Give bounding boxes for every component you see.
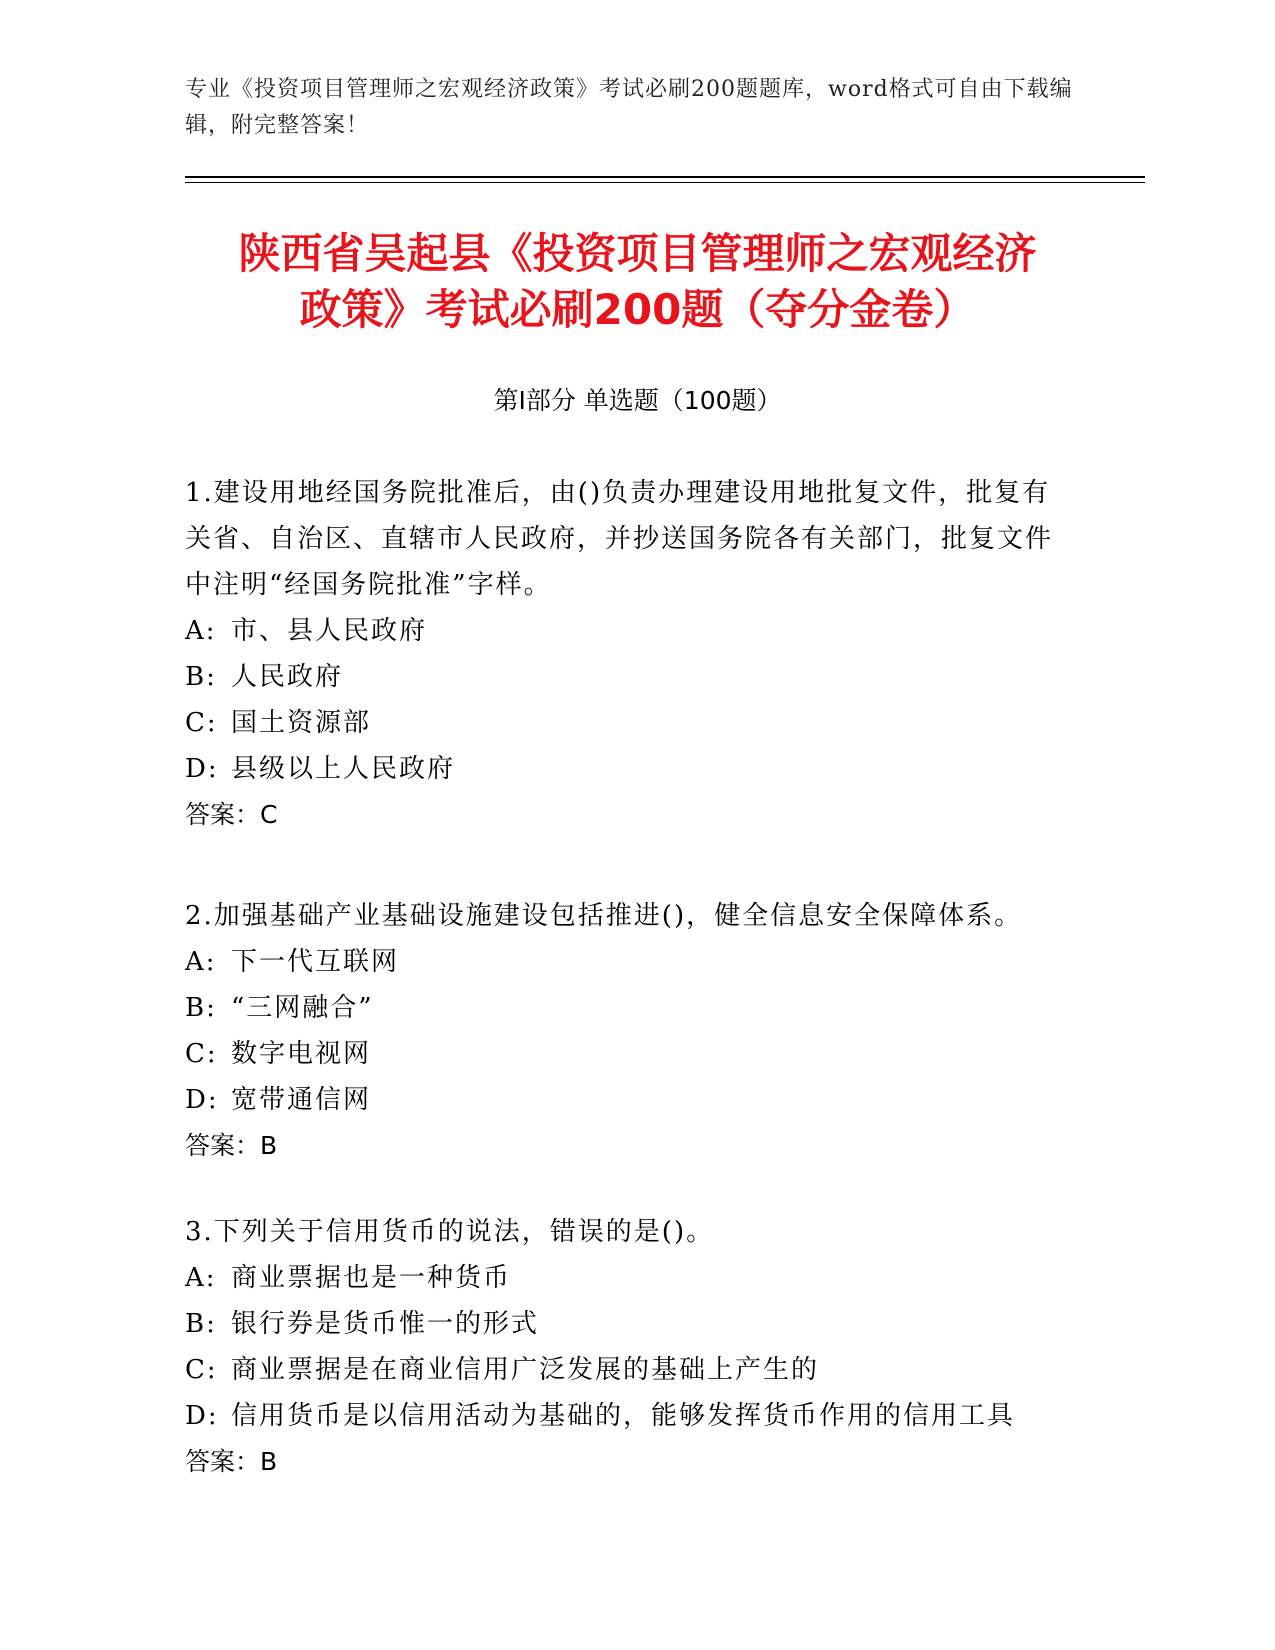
option-d bbox=[185, 1393, 1065, 1439]
option-text: 市、县人民政府 bbox=[231, 616, 428, 646]
option-text: 国土资源部 bbox=[231, 708, 372, 738]
question-1 bbox=[185, 470, 1065, 838]
question-3 bbox=[185, 1209, 1065, 1485]
option-letter: D: bbox=[185, 754, 219, 784]
option-b bbox=[185, 1301, 1065, 1347]
option-d bbox=[185, 1077, 1065, 1123]
option-c bbox=[185, 700, 1065, 746]
answer-line: 答案：C bbox=[185, 800, 278, 829]
answer-line: 答案：B bbox=[185, 1131, 278, 1160]
document-title-line-2: 政策》考试必刷200题（夺分金卷） bbox=[299, 285, 976, 334]
answer-line: 答案：B bbox=[185, 1447, 278, 1476]
header-note: 专业《投资项目管理师之宏观经济政策》考试必刷200题题库，word格式可自由下载编辑，附完整答案！ bbox=[185, 77, 1073, 138]
option-letter: B: bbox=[185, 1309, 217, 1339]
option-a bbox=[185, 939, 1065, 985]
option-text: 商业票据是在商业信用广泛发展的基础上产生的 bbox=[231, 1355, 820, 1385]
option-letter: D: bbox=[185, 1085, 219, 1115]
option-letter: B: bbox=[185, 662, 217, 692]
option-letter: D: bbox=[185, 1401, 219, 1431]
option-letter: A: bbox=[185, 947, 217, 977]
header-divider-thick bbox=[185, 176, 1145, 178]
document-title bbox=[150, 226, 1125, 338]
option-letter: A: bbox=[185, 616, 217, 646]
option-b bbox=[185, 985, 1065, 1031]
option-letter: B: bbox=[185, 993, 217, 1023]
option-letter: C: bbox=[185, 1039, 218, 1069]
section-title: 第Ⅰ部分 单选题（100题） bbox=[493, 386, 782, 415]
option-d bbox=[185, 746, 1065, 792]
option-letter: C: bbox=[185, 708, 218, 738]
option-letter: A: bbox=[185, 1263, 217, 1293]
option-text: 信用货币是以信用活动为基础的，能够发挥货币作用的信用工具 bbox=[231, 1401, 1016, 1431]
question-stem: 3.下列关于信用货币的说法，错误的是()。 bbox=[185, 1217, 715, 1247]
option-text: 下一代互联网 bbox=[231, 947, 400, 977]
option-text: 商业票据也是一种货币 bbox=[231, 1263, 512, 1293]
document-title-line-1: 陕西省吴起县《投资项目管理师之宏观经济 bbox=[238, 229, 1037, 278]
option-text: 银行券是货币惟一的形式 bbox=[231, 1309, 540, 1339]
question-stem: 1.建设用地经国务院批准后，由()负责办理建设用地批复文件，批复有关省、自治区、直辖市人民政府，并抄送国务院各有关部门，批复文件中注明“经国务院批准”字样。 bbox=[185, 478, 1054, 600]
option-c bbox=[185, 1031, 1065, 1077]
option-text: 宽带通信网 bbox=[231, 1085, 372, 1115]
option-text: 数字电视网 bbox=[231, 1039, 372, 1069]
option-a bbox=[185, 608, 1065, 654]
option-text: 人民政府 bbox=[231, 662, 344, 692]
option-letter: C: bbox=[185, 1355, 218, 1385]
question-2 bbox=[185, 893, 1065, 1169]
option-c bbox=[185, 1347, 1065, 1393]
header-divider-thin bbox=[185, 182, 1145, 183]
option-b bbox=[185, 654, 1065, 700]
option-text: “三网融合” bbox=[231, 993, 374, 1023]
question-stem: 2.加强基础产业基础设施建设包括推进()，健全信息安全保障体系。 bbox=[185, 901, 1023, 931]
option-a bbox=[185, 1255, 1065, 1301]
option-text: 县级以上人民政府 bbox=[231, 754, 456, 784]
